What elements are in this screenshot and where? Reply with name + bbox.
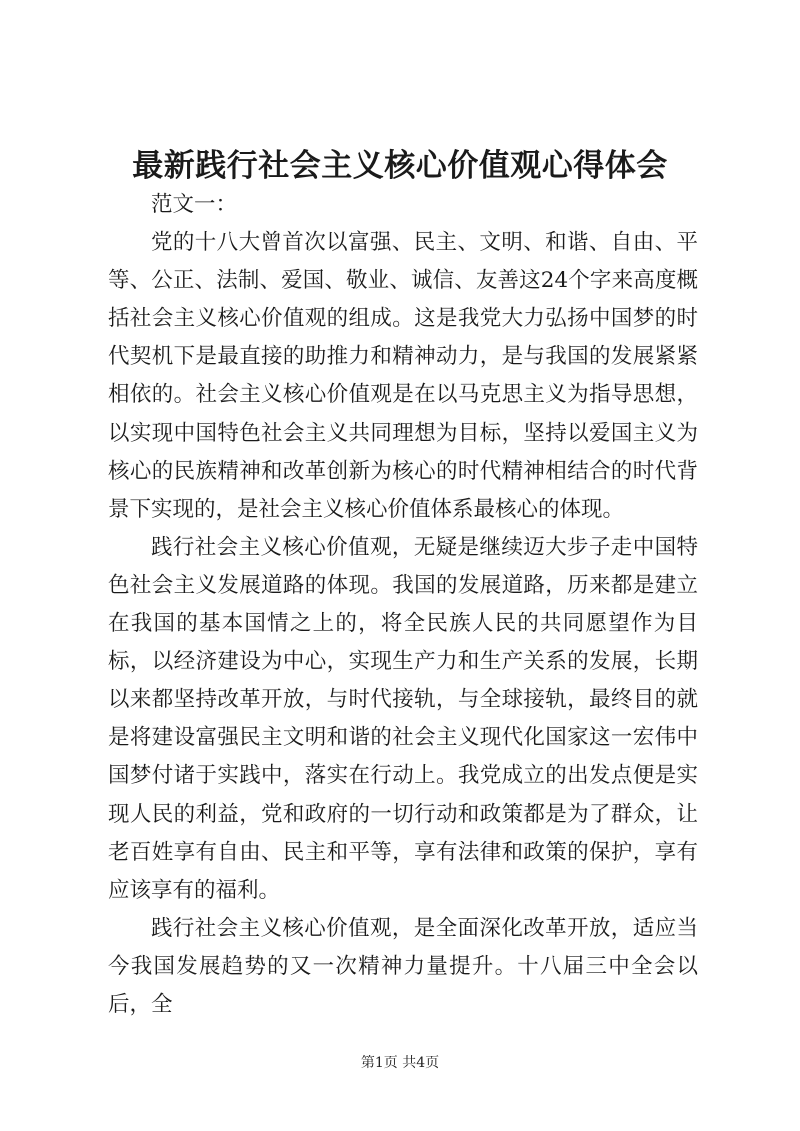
document-body <box>108 186 698 1024</box>
document-title: 最新践行社会主义核心价值观心得体会 <box>132 148 668 184</box>
subheading: 范文一： <box>151 192 238 217</box>
paragraph-2: 践行社会主义核心价值观，无疑是继续迈大步子走中国特色社会主义发展道路的体现。我国的发展道路，历来都是建立在我国的基本国情之上的，将全民族人民的共同愿望作为目标，以经济建设为中心，实现生产力和生产关系的发展，长期以来都坚持改革开放，与时代接轨，与全球接轨，最终目的就是将建设富强民主文明和谐的社会主义现代化国家这一宏伟中国梦付诸于实践中，落实在行动上。我党成立的出发点便是实现人民的利益，党和政府的一切行动和政策都是为了群众，让老百姓享有自由、民主和平等，享有法律和政策的保护，享有应该享有的福利。 <box>108 534 698 903</box>
paragraph-3: 践行社会主义核心价值观，是全面深化改革开放，适应当今我国发展趋势的又一次精神力量提升。十八届三中全会以后，全 <box>108 915 698 1017</box>
paragraph-1: 党的十八大曾首次以富强、民主、文明、和谐、自由、平等、公正、法制、爱国、敬业、诚信、友善这24个字来高度概括社会主义核心价值观的组成。这是我党大力弘扬中国梦的时代契机下是最直接的助推力和精神动力，是与我国的发展紧紧相依的。社会主义核心价值观是在以马克思主义为指导思想，以实现中国特色社会主义共同理想为目标，坚持以爱国主义为核心的民族精神和改革创新为核心的时代精神相结合的时代背景下实现的，是社会主义核心价值体系最核心的体现。 <box>108 230 698 522</box>
page-number-footer: 第1页 共4页 <box>360 1055 440 1071</box>
